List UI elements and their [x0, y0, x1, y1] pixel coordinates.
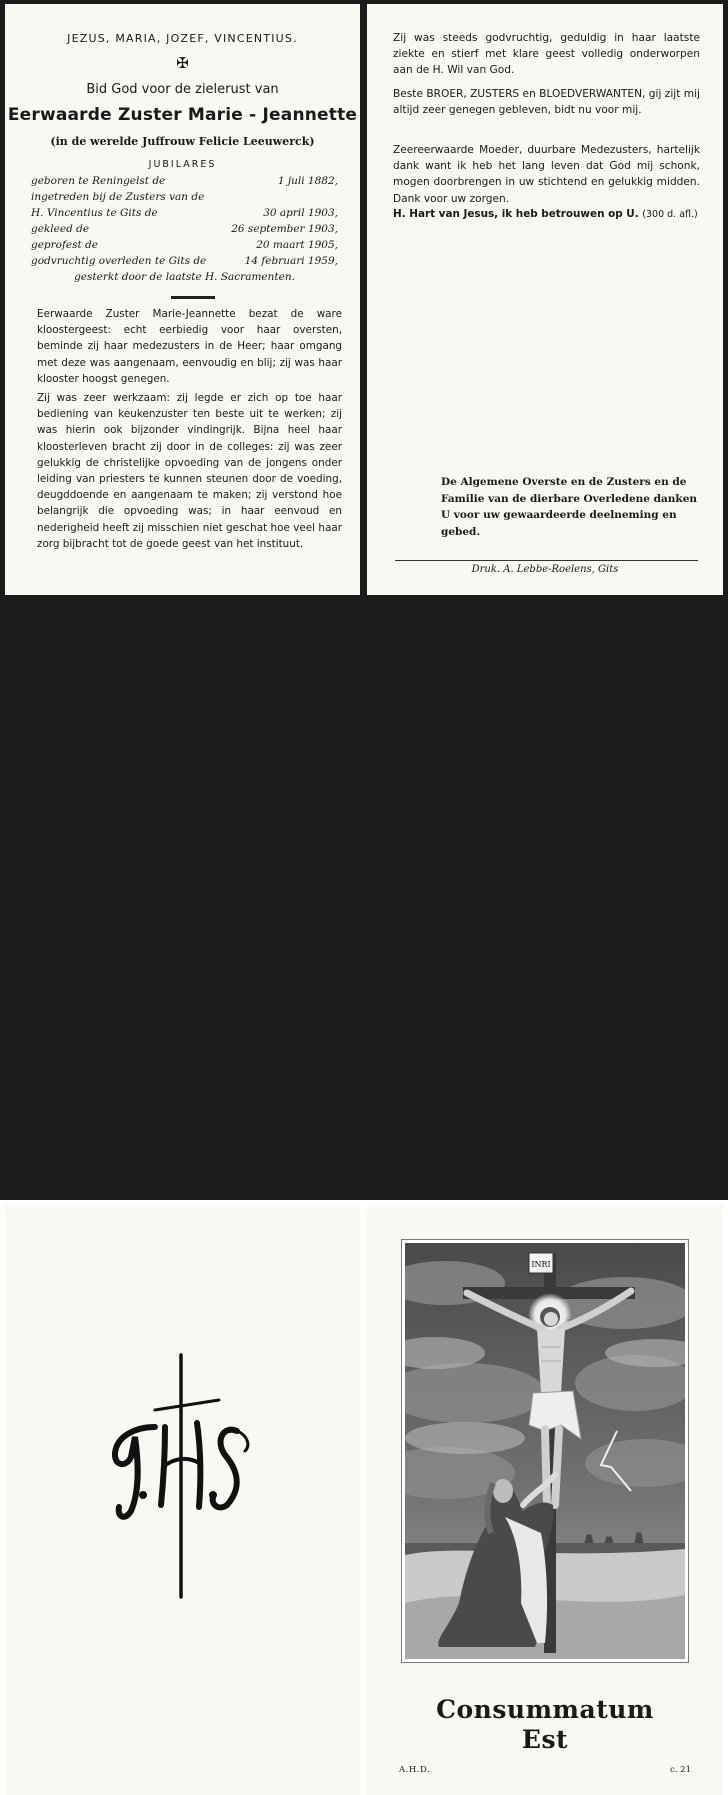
closing-paragraph: Zij was steeds godvruchtig, geduldig in haar laatste ziekte en stierf met klare geest volledig onderworpen aan de H. Wil van God. — [393, 32, 700, 77]
indulgence-note: (300 d. afl.) — [642, 209, 698, 220]
memorial-card-outside — [0, 600, 728, 1775]
picture-frame — [401, 1239, 689, 1663]
closing-paragraph: Beste BROER, ZUSTERS en BLOEDVERWANTEN, gij zijt mij altijd zeer genegen gebleven, bidt nu voor mij. — [393, 88, 700, 117]
card-code: c. 21 — [670, 1765, 691, 1775]
world-name: (in de werelde Juffrouw Felicie Leeuwerck) — [50, 135, 315, 148]
cross-icon: ✠ — [176, 54, 189, 72]
inside-text-panel — [367, 4, 723, 595]
life-event-label: geboren te Reningelst de — [31, 175, 166, 187]
front-text-panel — [5, 4, 360, 595]
sacred-heart-invocation — [393, 208, 713, 220]
deceased-name: Eerwaarde Zuster Marie - Jeannette — [7, 105, 358, 125]
bio-paragraph: Zij was zeer werkzaam: zij legde er zich op toe haar bediening van keukenzuster ten beste uit te werken; zij was hierin ook bijzonder vindingrijk. Bijna heel haar kloosterleven bracht zij door in de colleges: zij was zeer gelukkig de christelijke opvoeding van de jongens onder leiding van priesters te kunnen steunen door de voeding, deugddoende en aangenaam te maken; zij verstond hoe belangrijk die opvoeding was; in haar eenvoud en nederigheid heeft zij misschien niet geschat hoe veel haar zorg bijbracht tot de goede geest van het instituut. — [37, 392, 342, 550]
invocation-line: JEZUS, MARIA, JOZEF, VINCENTIUS. — [67, 32, 298, 45]
crucifixion-image — [405, 1243, 685, 1659]
life-event-row — [31, 239, 338, 255]
life-event-label: godvruchtig overleden te Gits de — [31, 255, 207, 267]
caption-line: Consummatum — [436, 1695, 654, 1724]
printer-credit: Druk. A. Lebbe-Roelens, Gits — [471, 564, 619, 575]
life-event-date: 26 september 1903, — [231, 223, 338, 235]
life-event-row — [31, 255, 338, 271]
invocation-text: H. Hart van Jesus, ik heb betrouwen op U. — [393, 208, 639, 220]
section-divider — [171, 296, 215, 299]
life-event-date: 1 juli 1882, — [277, 175, 338, 187]
life-event-label: H. Vincentius te Gits de — [31, 207, 158, 219]
life-event-date: 20 maart 1905, — [256, 239, 338, 251]
closing-paragraph: Zeereerwaarde Moeder, duurbare Medezusters, hartelijk dank want ik heb het lang leven dat God mij schonk, mogen doorbrengen in uw stichtend en gelukkig midden. Dank voor uw zorgen. — [393, 144, 700, 205]
monogram-panel — [5, 1205, 360, 1795]
life-event-label: ingetreden bij de Zusters van de — [31, 191, 205, 203]
life-event-row — [31, 191, 338, 207]
life-event-date: 30 april 1903, — [263, 207, 338, 219]
life-event-label: gekleed de — [31, 223, 90, 235]
life-event-row — [31, 207, 338, 223]
life-event-row — [31, 223, 338, 239]
image-panel — [367, 1205, 723, 1795]
life-event-label: geprofest de — [31, 239, 98, 251]
sacraments-line: gesterkt door de laatste H. Sacramenten. — [74, 271, 295, 283]
caption — [367, 1695, 723, 1755]
memorial-card-inside — [0, 0, 728, 600]
caption-line: Est — [521, 1725, 569, 1754]
ihs-monogram-icon — [5, 1205, 360, 1795]
publisher-mark: A.H.D. — [399, 1765, 431, 1775]
life-event-row — [31, 175, 338, 191]
jubilares-label: JUBILARES — [148, 159, 217, 170]
printer-rule — [395, 560, 698, 561]
inri-label: INRI — [531, 1260, 551, 1269]
life-event-date: 14 februari 1959, — [244, 255, 338, 267]
bio-paragraph: Eerwaarde Zuster Marie-Jeannette bezat de ware kloostergeest: echt eerbiedig voor haar oversten, beminde zij haar medezusters in de Heer; haar omgang met deze was aangenaam, eenvoudig en blij; zij was haar klooster hoogst genegen. — [37, 308, 342, 385]
thanks-text: De Algemene Overste en de Zusters en de Familie van de dierbare Overledene danken U voor uw gewaardeerde deelneming en gebed. — [441, 476, 698, 538]
life-events — [31, 175, 338, 287]
prayer-line: Bid God voor de zielerust van — [86, 82, 279, 97]
